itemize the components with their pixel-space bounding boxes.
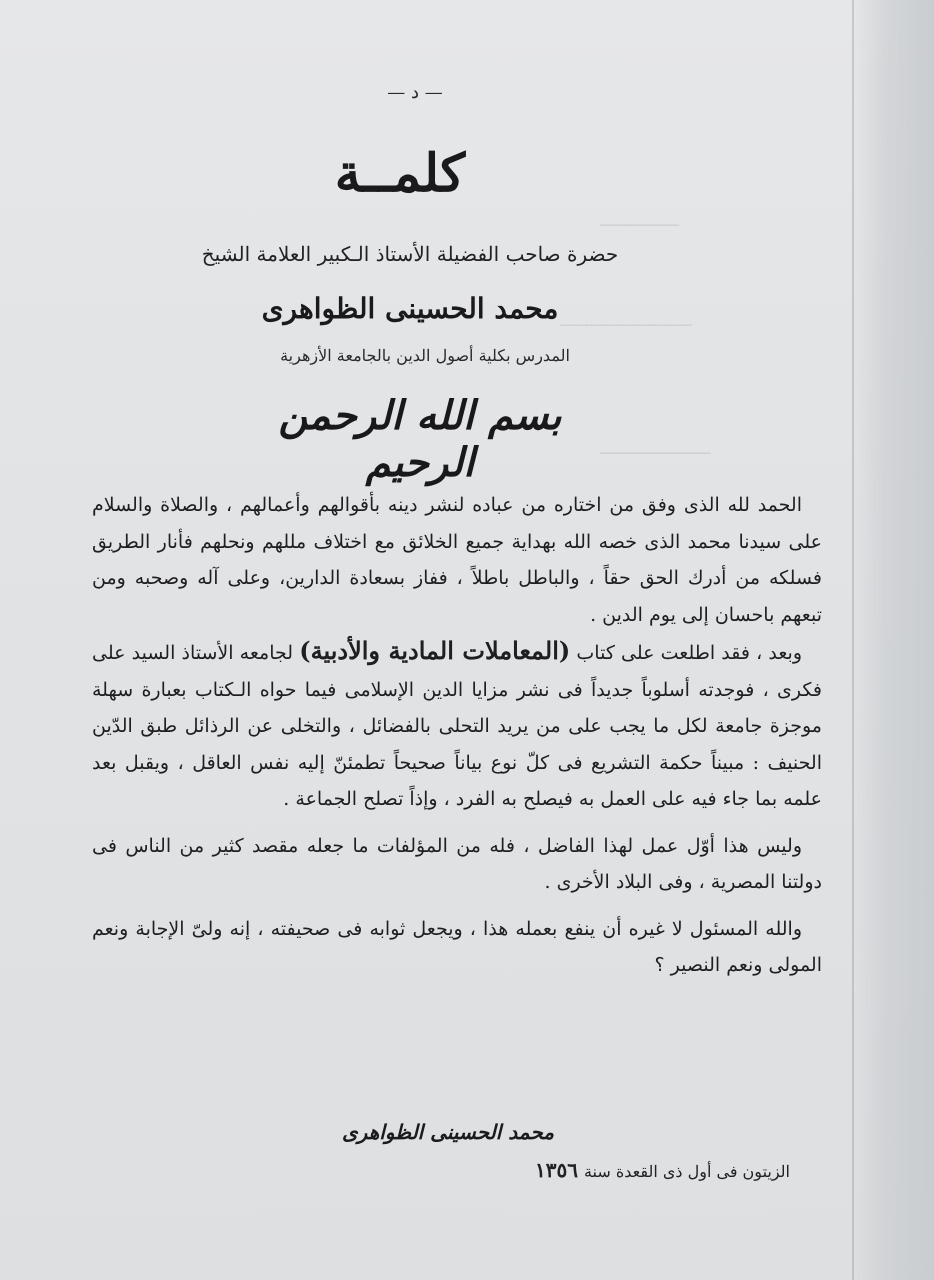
book-intro-body: لجامعه الأستاذ السيد على فكرى ، فوجدته أسلوباً جديداً فى نشر مزايا الدين الإسلامى فيما حواه الـكتاب بعبارة سهلة موجزة جامعة لكل ما يجب على من يريد التحلى بالفضائل ، والتخلى عن الرذائل طبق الدّين الحنيف : مبيناً حكمة التشريع فى كلّ نوع بياناً صحيحاً تطمئنّ إليه نفس العاقل ، ويقبل بعد علمه بما جاء فيه على العمل به فيصلح به الفرد ، وإذاً تصلح الجماعة . (92, 642, 822, 810)
basmala-heading: بسم الله الرحمن الرحيم (278, 392, 562, 486)
bleed-through-text: ـــــــــــــــــــــ (600, 438, 711, 459)
bleed-through-text: ـــــــــــــــــــــــــ (560, 310, 692, 331)
date-year: ١٣٥٦ (535, 1158, 578, 1182)
page-edge-shadow (852, 0, 934, 1280)
page-edge-line (852, 0, 854, 1280)
paragraph-book-intro (92, 633, 822, 818)
author-role: المدرس بكلية أصول الدين بالجامعة الأزهرية (280, 346, 570, 365)
paragraph-opening: الحمد لله الذى وفق من اختاره من عباده لنشر دينه بأقوالهم وأعمالهم ، والصلاة والسلام على سيدنا محمد الذى خصه الله بهداية جميع الخلائق مع اختلاف مللهم ونحلهم فأنار الطريق فسلكه من أدرك الحق حقاً ، والباطل باطلاً ، ففاز بسعادة الدارين، وعلى آله وصحبه ومن تبعهم باحسان إلى يوم الدين . (92, 494, 822, 626)
author-honorific: حضرة صاحب الفضيلة الأستاذ الـكبير العلامة الشيخ (201, 242, 619, 266)
page-title: كلمــة (334, 143, 466, 204)
book-title: (المعاملات المادية والأدبية) (299, 636, 571, 665)
dateline (470, 1158, 790, 1182)
body-text (92, 487, 822, 984)
book-intro-prefix: وبعد ، فقد اطلعت على كتاب (576, 642, 803, 664)
author-name: محمد الحسينى الظواهرى (261, 292, 559, 325)
paragraph-closing-prayer: والله المسئول لا غيره أن ينفع بعمله هذا ، ويجعل ثوابه فى صحيفته ، إنه ولىّ الإجابة ونعم المولى ونعم النصير ؟ (92, 917, 822, 976)
signature: محمد الحسينى الظواهرى (342, 1120, 554, 1144)
paragraph-author-works: وليس هذا أوّل عمل لهذا الفاضل ، فله من المؤلفات ما جعله مقصد كثير من الناس فى دولتنا المصرية ، وفى البلاد الأخرى . (92, 834, 822, 893)
page-number: — د — (387, 82, 443, 103)
bleed-through-text: ـــــــــــــــ (600, 210, 680, 231)
date-prefix: الزيتون فى أول ذى القعدة سنة (583, 1162, 790, 1181)
